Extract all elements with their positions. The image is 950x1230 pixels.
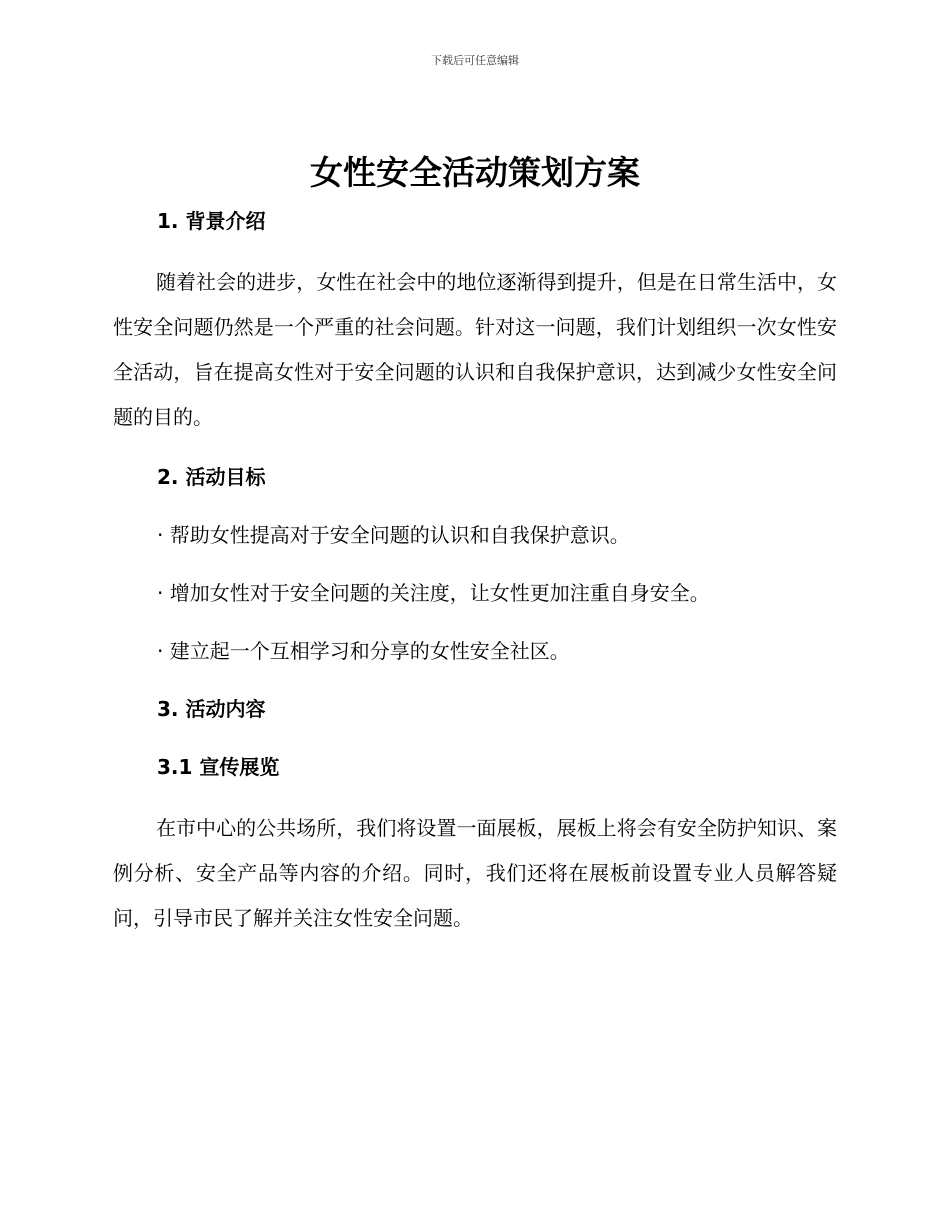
section-heading-goals: 2. 活动目标 — [157, 465, 266, 489]
goal-list-item: · 帮助女性提高对于安全问题的认识和自我保护意识。 — [157, 523, 630, 547]
section-paragraph-background: 随着社会的进步，女性在社会中的地位逐渐得到提升，但是在日常生活中，女性安全问题仍然是一个严重的社会问题。针对这一问题，我们计划组织一次女性安全活动，旨在提高女性对于安全问题的认识和自我保护意识，达到减少女性安全问题的目的。 — [113, 270, 837, 429]
page-header-note: 下载后可任意编辑 — [431, 54, 519, 67]
document-body — [113, 202, 837, 941]
subsection-heading-exhibition: 3.1 宣传展览 — [157, 755, 280, 779]
section-heading-content: 3. 活动内容 — [157, 697, 266, 721]
goal-list-item: · 增加女性对于安全问题的关注度，让女性更加注重自身安全。 — [157, 581, 710, 605]
goal-list-item: · 建立起一个互相学习和分享的女性安全社区。 — [157, 639, 570, 663]
document-title: 女性安全活动策划方案 — [310, 153, 640, 192]
section-heading-background: 1. 背景介绍 — [157, 209, 266, 233]
subsection-paragraph-exhibition: 在市中心的公共场所，我们将设置一面展板，展板上将会有安全防护知识、案例分析、安全产品等内容的介绍。同时，我们还将在展板前设置专业人员解答疑问，引导市民了解并关注女性安全问题。 — [113, 816, 837, 930]
